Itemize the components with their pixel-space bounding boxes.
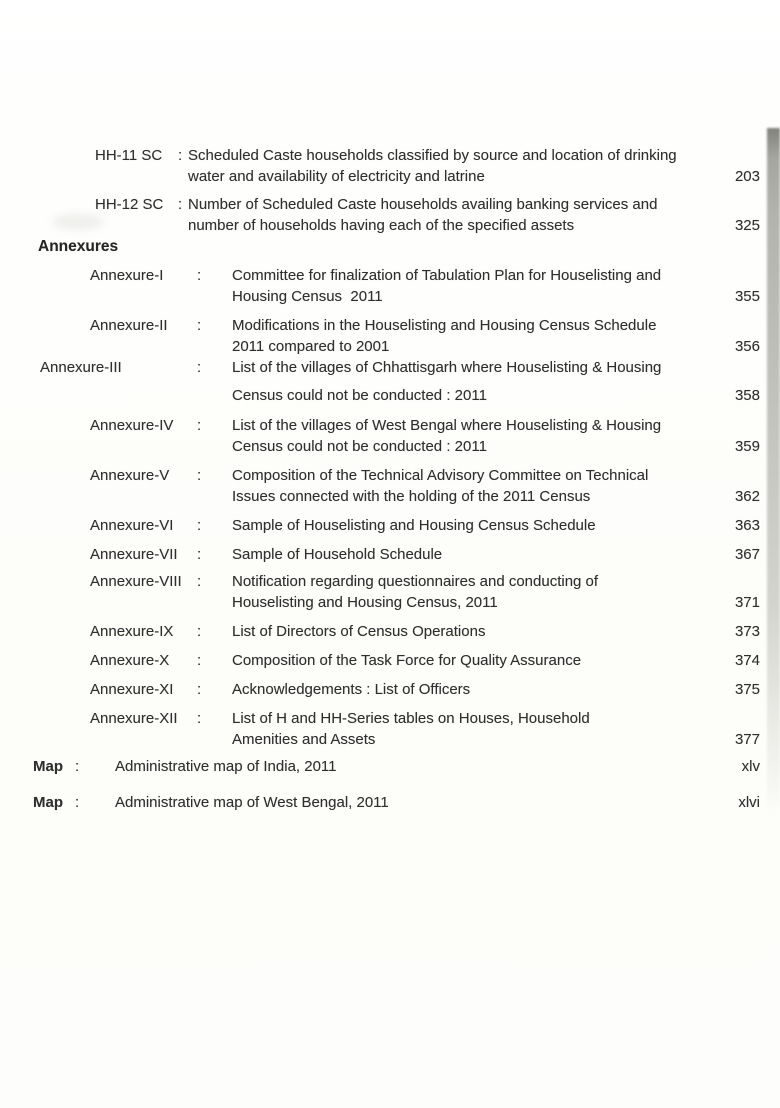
entry-separator: :: [197, 467, 202, 484]
entry-separator: :: [197, 623, 202, 640]
entry-title-line: Administrative map of West Bengal, 2011: [115, 794, 389, 811]
entry-label: Annexure-I: [90, 267, 164, 284]
page-number: 203: [734, 168, 760, 185]
entry-label: HH-12 SC: [95, 196, 164, 213]
page-number: 373: [734, 623, 760, 640]
entry-separator: :: [178, 147, 183, 164]
entry-title-line: Scheduled Caste households classified by source and location of drinking: [188, 147, 677, 164]
entry-separator: :: [197, 652, 202, 669]
entry-title: [232, 357, 700, 406]
page-number: 367: [734, 546, 760, 563]
toc-entry-annexure-4: [0, 415, 780, 457]
scan-smudge-artifact: [52, 214, 104, 230]
entry-separator: :: [178, 196, 183, 213]
entry-label: Annexure-II: [90, 317, 168, 334]
entry-label: Annexure-V: [90, 467, 170, 484]
entry-separator: :: [197, 267, 202, 284]
toc-entry-annexure-10: [0, 650, 780, 671]
entry-title-line: Issues connected with the holding of the 2011 Census: [232, 488, 591, 505]
entry-separator: :: [197, 317, 202, 334]
entry-title-line: Acknowledgements : List of Officers: [232, 681, 471, 698]
entry-title-line: Sample of Houselisting and Housing Census Schedule: [232, 517, 596, 534]
toc-entry-annexure-2: [0, 315, 780, 357]
entry-title-line: Committee for finalization of Tabulation Plan for Houselisting and: [232, 267, 662, 284]
toc-entry-annexure-11: [0, 679, 780, 700]
entry-title-line: Housing Census 2011: [232, 288, 383, 305]
entry-label: Annexure-IX: [90, 623, 174, 640]
entry-title-line: Modifications in the Houselisting and Housing Census Schedule: [232, 317, 657, 334]
toc-entry-annexure-8: [0, 571, 780, 613]
entry-title: [232, 265, 700, 307]
toc-entry-hh-12-sc: [0, 194, 780, 236]
entry-title-line: Houselisting and Housing Census, 2011: [232, 594, 498, 611]
entry-title-line: List of H and HH-Series tables on Houses, Household: [232, 710, 590, 727]
entry-title-line: List of the villages of West Bengal where Houselisting & Housing: [232, 417, 662, 434]
page-number: 358: [734, 387, 760, 404]
entry-title: [232, 465, 700, 507]
toc-entry-annexure-7: [0, 544, 780, 565]
page-number: xlv: [741, 758, 760, 775]
entry-title-line: water and availability of electricity and latrine: [188, 168, 485, 185]
entry-label: Annexure-XI: [90, 681, 174, 698]
entry-label: Annexure-VI: [90, 517, 174, 534]
entry-title-line: Census could not be conducted : 2011: [232, 438, 487, 455]
entry-separator: :: [197, 517, 202, 534]
entry-title: [232, 621, 700, 642]
entry-title-line: Administrative map of India, 2011: [115, 758, 337, 775]
entry-label: Map: [33, 758, 63, 775]
entry-title-line: List of the villages of Chhattisgarh where Houselisting & Housing: [232, 359, 662, 376]
page-number: 363: [734, 517, 760, 534]
entry-label: HH-11 SC: [95, 147, 163, 164]
entry-separator: :: [197, 710, 202, 727]
toc-entry-annexure-6: [0, 515, 780, 536]
entry-title-line: number of households having each of the specified assets: [188, 217, 575, 234]
entry-separator: :: [75, 794, 80, 811]
entry-title-line: Census could not be conducted : 2011: [232, 387, 487, 404]
entry-title-line: Number of Scheduled Caste households availing banking services and: [188, 196, 658, 213]
toc-entry-hh-11-sc: [0, 145, 780, 187]
entry-title: [232, 650, 700, 671]
page-number: 355: [734, 288, 760, 305]
entry-label: Annexure-X: [90, 652, 170, 669]
entry-title: [232, 415, 700, 457]
entry-separator: :: [197, 681, 202, 698]
entry-label: Annexure-III: [40, 359, 122, 376]
page-number: 356: [734, 338, 760, 355]
entry-label: Annexure-XII: [90, 710, 178, 727]
toc-entry-map-india: [0, 756, 780, 777]
page-number: 362: [734, 488, 760, 505]
entry-title-line: 2011 compared to 2001: [232, 338, 390, 355]
entry-title: [188, 194, 700, 236]
entry-title: [232, 515, 700, 536]
entry-separator: :: [197, 359, 202, 376]
entry-separator: :: [197, 546, 202, 563]
entry-title: [188, 145, 700, 187]
entry-title: [232, 708, 700, 750]
toc-entry-annexure-5: [0, 465, 780, 507]
entry-title-line: List of Directors of Census Operations: [232, 623, 486, 640]
toc-entry-annexure-9: [0, 621, 780, 642]
entry-label: Annexure-VII: [90, 546, 178, 563]
page-number: xlvi: [738, 794, 760, 811]
entry-label: Map: [33, 794, 63, 811]
entry-separator: :: [75, 758, 80, 775]
toc-entry-annexure-12: [0, 708, 780, 750]
section-heading-annexures: Annexures: [38, 238, 119, 255]
entry-separator: :: [197, 573, 202, 590]
scan-page-edge-shadow: [767, 128, 780, 836]
toc-entry-map-west-bengal: [0, 792, 780, 813]
entry-title-line: Composition of the Technical Advisory Committee on Technical: [232, 467, 649, 484]
entry-title-line: Sample of Household Schedule: [232, 546, 443, 563]
entry-title-line: Composition of the Task Force for Quality Assurance: [232, 652, 582, 669]
entry-title: [232, 679, 700, 700]
entry-title: [115, 756, 700, 777]
page-number: 325: [734, 217, 760, 234]
entry-title-line: Notification regarding questionnaires and conducting of: [232, 573, 599, 590]
entry-title: [232, 544, 700, 565]
entry-label: Annexure-IV: [90, 417, 174, 434]
toc-entry-annexure-1: [0, 265, 780, 307]
page-number: 359: [734, 438, 760, 455]
entry-title: [232, 571, 700, 613]
entry-label: Annexure-VIII: [90, 573, 182, 590]
entry-title-line: Amenities and Assets: [232, 731, 376, 748]
page-number: 374: [734, 652, 760, 669]
toc-entry-annexure-3: [0, 357, 780, 406]
page-number: 371: [734, 594, 760, 611]
entry-title: [115, 792, 700, 813]
entry-separator: :: [197, 417, 202, 434]
entry-title: [232, 315, 700, 357]
page-number: 375: [734, 681, 760, 698]
page-number: 377: [734, 731, 760, 748]
